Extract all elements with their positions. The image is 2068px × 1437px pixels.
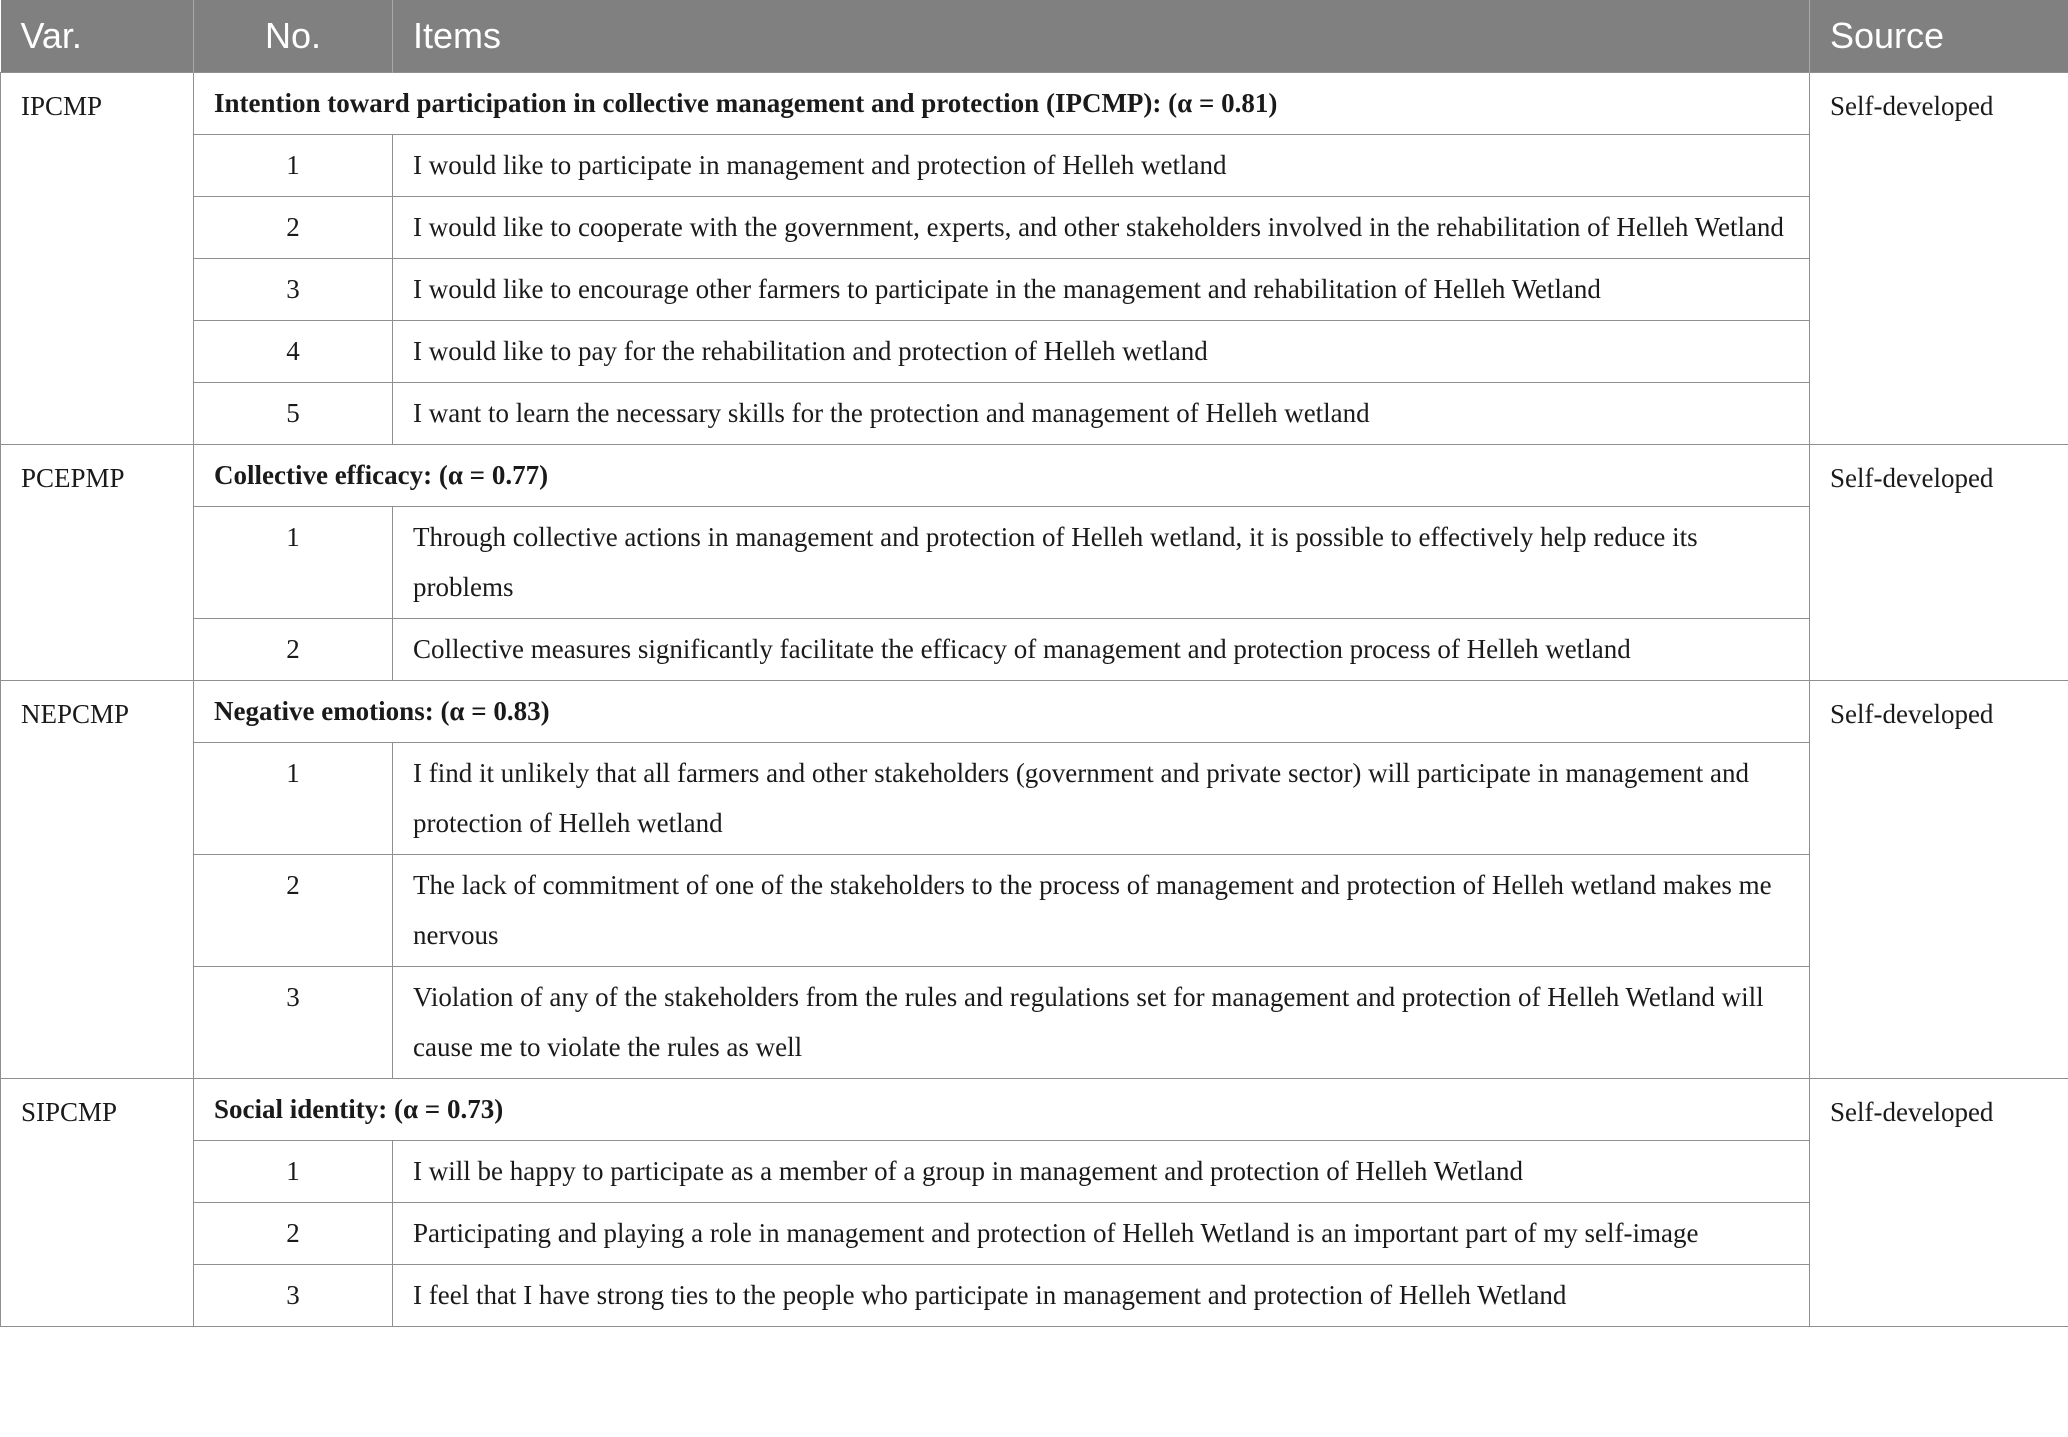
table-body: [1, 73, 2068, 1327]
item-number: 3: [194, 1265, 393, 1327]
table-row: [1, 383, 2068, 445]
table-row: [1, 507, 2068, 619]
source-cell: Self-developed: [1810, 73, 2068, 445]
variable-code: SIPCMP: [1, 1079, 194, 1327]
item-text: I would like to participate in management and protection of Helleh wetland: [393, 135, 1810, 197]
item-number: 1: [194, 507, 393, 619]
table-row: [1, 967, 2068, 1079]
table-row: [1, 1141, 2068, 1203]
header-var: Var.: [1, 0, 194, 73]
construct-title: Intention toward participation in collective management and protection (IPCMP): (α = 0.81): [194, 73, 1810, 135]
variable-code: IPCMP: [1, 73, 194, 445]
item-number: 2: [194, 855, 393, 967]
item-text: I would like to cooperate with the government, experts, and other stakeholders involved in the rehabilitation of Helleh Wetland: [393, 197, 1810, 259]
source-cell: Self-developed: [1810, 681, 2068, 1079]
item-number: 3: [194, 967, 393, 1079]
construct-title: Negative emotions: (α = 0.83): [194, 681, 1810, 743]
group-title-row: [1, 445, 2068, 507]
table-row: [1, 321, 2068, 383]
variable-code: PCEPMP: [1, 445, 194, 681]
source-cell: Self-developed: [1810, 445, 2068, 681]
table-row: [1, 1265, 2068, 1327]
header-no: No.: [194, 0, 393, 73]
group-title-row: [1, 1079, 2068, 1141]
item-number: 5: [194, 383, 393, 445]
table-row: [1, 855, 2068, 967]
item-number: 1: [194, 743, 393, 855]
table-row: [1, 135, 2068, 197]
table-row: [1, 1203, 2068, 1265]
item-text: Collective measures significantly facilitate the efficacy of management and protection process of Helleh wetland: [393, 619, 1810, 681]
group-title-row: [1, 681, 2068, 743]
table-row: [1, 197, 2068, 259]
header-source: Source: [1810, 0, 2068, 73]
table-row: [1, 743, 2068, 855]
item-number: 2: [194, 1203, 393, 1265]
table-row: [1, 619, 2068, 681]
header-items: Items: [393, 0, 1810, 73]
construct-title: Social identity: (α = 0.73): [194, 1079, 1810, 1141]
item-number: 1: [194, 135, 393, 197]
item-text: I feel that I have strong ties to the people who participate in management and protection of Helleh Wetland: [393, 1265, 1810, 1327]
item-text: Through collective actions in management and protection of Helleh wetland, it is possible to effectively help reduce its problems: [393, 507, 1810, 619]
item-text: I would like to encourage other farmers to participate in the management and rehabilitation of Helleh Wetland: [393, 259, 1810, 321]
item-number: 4: [194, 321, 393, 383]
item-text: Violation of any of the stakeholders from the rules and regulations set for management and protection of Helleh Wetland will cause me to violate the rules as well: [393, 967, 1810, 1079]
item-number: 3: [194, 259, 393, 321]
item-text: Participating and playing a role in management and protection of Helleh Wetland is an important part of my self-image: [393, 1203, 1810, 1265]
item-text: I will be happy to participate as a member of a group in management and protection of Helleh Wetland: [393, 1141, 1810, 1203]
item-text: I find it unlikely that all farmers and other stakeholders (government and private sector) will participate in management and protection of Helleh wetland: [393, 743, 1810, 855]
item-text: I would like to pay for the rehabilitation and protection of Helleh wetland: [393, 321, 1810, 383]
source-cell: Self-developed: [1810, 1079, 2068, 1327]
item-text: The lack of commitment of one of the stakeholders to the process of management and protection of Helleh wetland makes me nervous: [393, 855, 1810, 967]
table-row: [1, 259, 2068, 321]
item-number: 2: [194, 619, 393, 681]
item-text: I want to learn the necessary skills for the protection and management of Helleh wetland: [393, 383, 1810, 445]
table-header: [1, 0, 2068, 73]
group-title-row: [1, 73, 2068, 135]
variable-code: NEPCMP: [1, 681, 194, 1079]
item-number: 1: [194, 1141, 393, 1203]
construct-title: Collective efficacy: (α = 0.77): [194, 445, 1810, 507]
item-number: 2: [194, 197, 393, 259]
header-row: [1, 0, 2068, 73]
